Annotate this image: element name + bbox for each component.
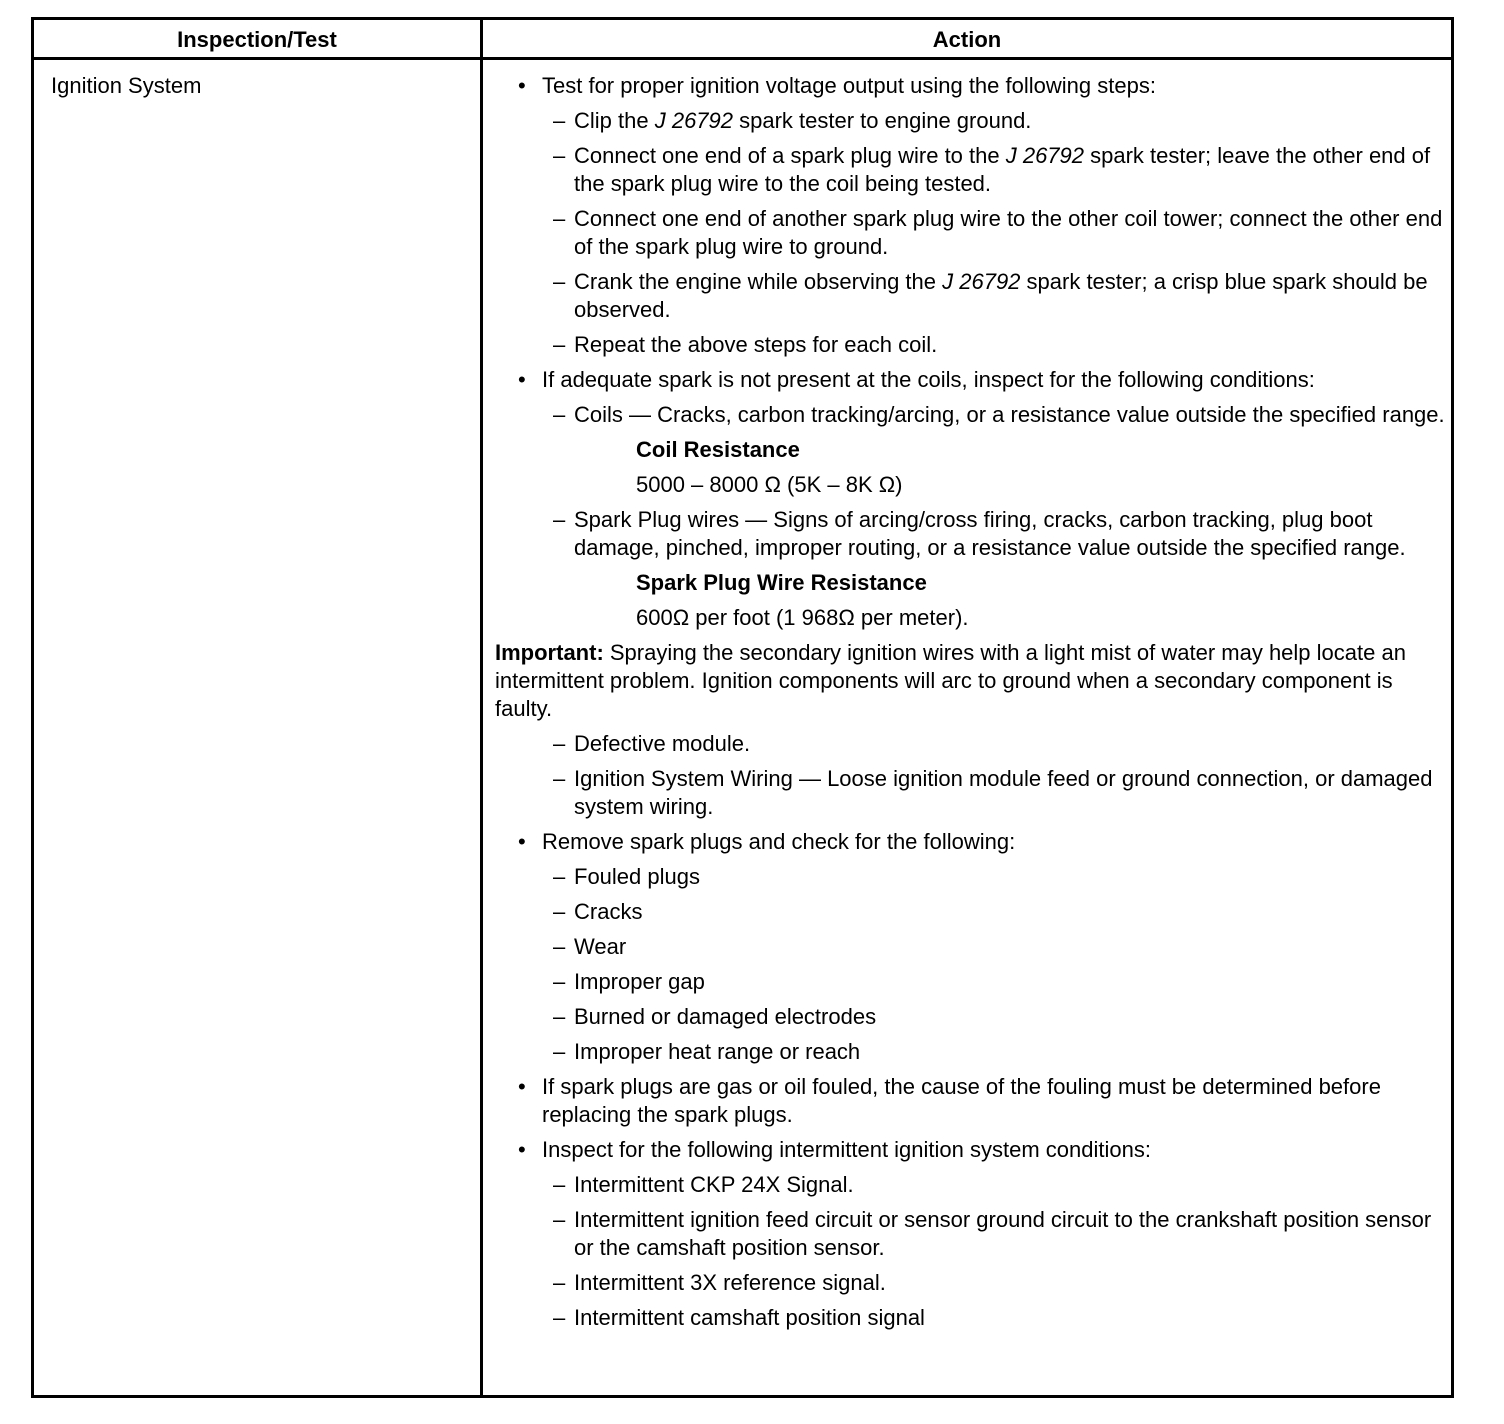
resistance-spec [495, 436, 1445, 499]
action-step [495, 730, 1445, 758]
action-bullet [495, 828, 1445, 856]
step-text: Spark Plug wires — Signs of arcing/cross firing, cracks, carbon tracking, plug boot damage, pinched, improper routing, or a resistance value outside the specified range. [574, 507, 1406, 560]
action-step [495, 401, 1445, 429]
step-text: Coils — Cracks, carbon tracking/arcing, or a resistance value outside the specified range. [574, 402, 1445, 427]
step-text: spark tester to engine ground. [733, 108, 1032, 133]
action-step [495, 898, 1445, 926]
step-text: Repeat the above steps for each coil. [574, 332, 938, 357]
step-text: Intermittent CKP 24X Signal. [574, 1172, 854, 1197]
action-cell [495, 72, 1445, 1339]
action-step [495, 506, 1445, 562]
action-bullet [495, 366, 1445, 394]
step-text: Remove spark plugs and check for the following: [542, 829, 1016, 854]
step-text: Ignition System Wiring — Loose ignition module feed or ground connection, or damaged system wiring. [574, 766, 1433, 819]
action-step [495, 1269, 1445, 1297]
action-step [495, 331, 1445, 359]
step-text: Defective module. [574, 731, 751, 756]
important-text: Spraying the secondary ignition wires with a light mist of water may help locate an intermittent problem. Ignition components will arc to ground when a secondary component is faulty. [495, 640, 1406, 721]
action-step [495, 1171, 1445, 1199]
action-bullet [495, 1136, 1445, 1164]
action-step [495, 1206, 1445, 1262]
action-bullet [495, 1073, 1445, 1129]
spec-title: Spark Plug Wire Resistance [636, 570, 927, 595]
step-text: spark tester; a crisp blue spark should be observed. [574, 269, 1428, 322]
action-step [495, 968, 1445, 996]
step-text: Fouled plugs [574, 864, 700, 889]
step-text: Clip the [574, 108, 655, 133]
tool-reference: J 26792 [942, 269, 1021, 294]
header-divider [34, 57, 1451, 60]
action-step [495, 863, 1445, 891]
step-text: Improper gap [574, 969, 705, 994]
step-text: Inspect for the following intermittent ignition system conditions: [542, 1137, 1151, 1162]
action-step [495, 933, 1445, 961]
tool-reference: J 26792 [1005, 143, 1085, 168]
step-text: Connect one end of a spark plug wire to the [574, 143, 1006, 168]
resistance-spec [495, 569, 1445, 632]
step-text: If adequate spark is not present at the coils, inspect for the following conditions: [542, 367, 1315, 392]
step-text: Connect one end of another spark plug wire to the other coil tower; connect the other end of the spark plug wire to ground. [574, 206, 1443, 259]
step-text: Wear [574, 934, 627, 959]
important-note [495, 639, 1445, 723]
step-text: Burned or damaged electrodes [574, 1004, 877, 1029]
action-step [495, 268, 1445, 324]
spec-value: 5000 – 8000 Ω (5K – 8K Ω) [636, 472, 903, 497]
inspection-cell: Ignition System [51, 73, 202, 98]
step-text: Intermittent ignition feed circuit or sensor ground circuit to the crankshaft position sensor or the camshaft position sensor. [574, 1207, 1432, 1260]
step-text: Improper heat range or reach [574, 1039, 861, 1064]
step-text: Cracks [574, 899, 643, 924]
column-divider [480, 20, 483, 1395]
important-label: Important: [495, 640, 604, 665]
action-step [495, 1003, 1445, 1031]
action-step [495, 765, 1445, 821]
diagnosis-table [31, 17, 1454, 1398]
step-text: Test for proper ignition voltage output using the following steps: [542, 73, 1156, 98]
step-text: If spark plugs are gas or oil fouled, the cause of the fouling must be determined before replacing the spark plugs. [542, 1074, 1381, 1127]
header-action: Action [932, 27, 1002, 52]
step-text: Intermittent 3X reference signal. [574, 1270, 886, 1295]
spec-title: Coil Resistance [636, 437, 800, 462]
action-step [495, 142, 1445, 198]
action-bullet [495, 72, 1445, 100]
header-inspection-test: Inspection/Test [177, 27, 337, 52]
step-text: Crank the engine while observing the [574, 269, 943, 294]
action-step [495, 107, 1445, 135]
action-step [495, 1038, 1445, 1066]
action-step [495, 1304, 1445, 1332]
step-text: spark tester; leave the other end of the spark plug wire to the coil being tested. [574, 143, 1431, 196]
tool-reference: J 26792 [654, 108, 734, 133]
spec-value: 600Ω per foot (1 968Ω per meter). [636, 605, 969, 630]
step-text: Intermittent camshaft position signal [574, 1305, 925, 1330]
action-step [495, 205, 1445, 261]
